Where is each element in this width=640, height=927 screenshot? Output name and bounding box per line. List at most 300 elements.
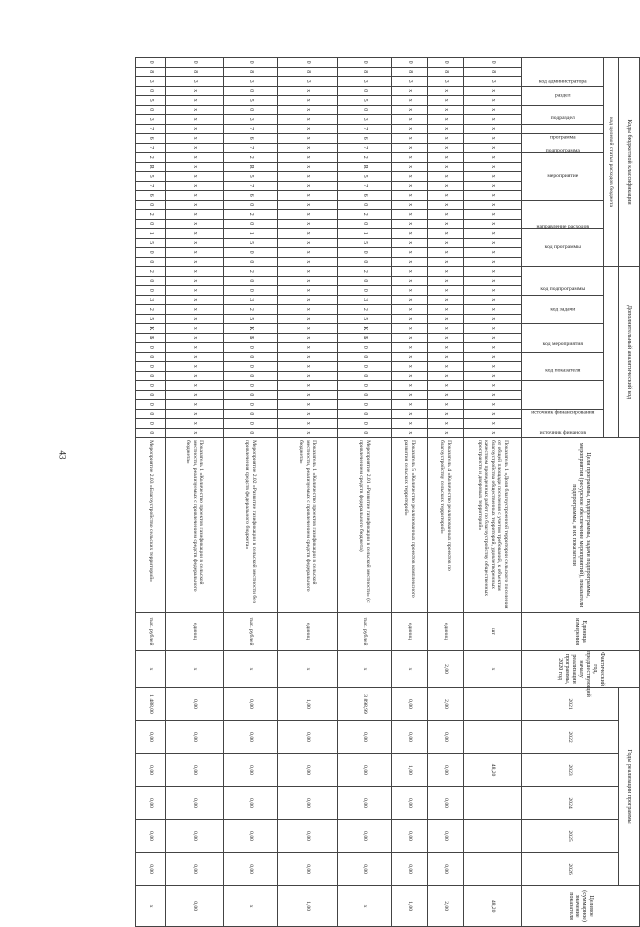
code-digit-cell: 5 (136, 172, 166, 182)
year-header-5: 2026 (522, 853, 619, 886)
code-digit-cell: x (464, 191, 522, 201)
code-digit-cell: x (278, 352, 338, 362)
code-digit-cell: x (428, 86, 464, 96)
code-digit-cell: x (392, 219, 428, 229)
code-digit-cell: x (278, 286, 338, 296)
code-digit-cell: x (428, 305, 464, 315)
code-column-header-7 (522, 229, 604, 267)
code-digit-cell: x (166, 343, 224, 353)
row-year-value-cell: 2,00 (428, 688, 464, 721)
code-digit-cell: x (392, 162, 428, 172)
row-year-value-cell: 0,00 (392, 820, 428, 853)
code-digit-cell: 5 (338, 96, 392, 106)
code-digit-cell: 0 (224, 390, 278, 400)
code-digit-cell: 0 (224, 343, 278, 353)
code-digit-cell: x (428, 191, 464, 201)
code-digit-cell: 0 (224, 409, 278, 419)
code-digit-cell: 0 (136, 428, 166, 438)
row-year-value-cell: 0,00 (224, 853, 278, 886)
target-column-header: Целевое (суммарное) значение показателя (522, 886, 640, 927)
table-row (392, 58, 428, 927)
code-digit-cell: x (166, 324, 224, 334)
code-digit-cell: x (278, 134, 338, 144)
code-digit-cell: x (464, 343, 522, 353)
code-column-label-8: код подпрограммы (540, 286, 585, 293)
code-digit-cell: x (392, 96, 428, 106)
code-digit-cell: 0 (338, 362, 392, 372)
code-digit-cell: 0 (224, 219, 278, 229)
code-digit-cell: x (392, 400, 428, 410)
code-digit-cell: x (166, 153, 224, 163)
code-digit-cell: 0 (136, 409, 166, 419)
code-digit-cell: К (224, 324, 278, 334)
row-year-value-cell: 3 898,99 (338, 688, 392, 721)
code-digit-cell: x (392, 191, 428, 201)
code-digit-cell: 8 (224, 67, 278, 77)
code-digit-cell: x (166, 124, 224, 134)
code-digit-cell: x (464, 333, 522, 343)
code-digit-cell: x (464, 124, 522, 134)
code-digit-cell: x (166, 210, 224, 220)
code-digit-cell: x (464, 267, 522, 277)
row-year-value-cell: 0,00 (136, 853, 166, 886)
code-digit-cell: x (278, 305, 338, 315)
code-digit-cell: 3 (428, 77, 464, 87)
code-digit-cell: x (464, 86, 522, 96)
row-year-value-cell: 0,00 (338, 820, 392, 853)
code-digit-cell: 0 (224, 58, 278, 68)
code-digit-cell: 0 (338, 86, 392, 96)
budget-classification-header: Коды бюджетной классификации (619, 58, 640, 267)
code-digit-cell: x (464, 381, 522, 391)
code-digit-cell: x (166, 229, 224, 239)
code-digit-cell: 5 (224, 172, 278, 182)
code-digit-cell: x (428, 162, 464, 172)
row-year-value-cell: 0,00 (136, 787, 166, 820)
code-column-header-1 (522, 86, 604, 105)
code-digit-cell: 2 (338, 267, 392, 277)
code-digit-cell: x (464, 352, 522, 362)
code-digit-cell: 6 (224, 191, 278, 201)
name-column-header: Цели программы, подпрограммы, задачи подпрограммы, мероприятия (ресурсное обеспечение мероприятий), показатели подпрограммы, и их показатели (522, 438, 640, 613)
code-digit-cell: 3 (392, 77, 428, 87)
code-digit-cell: x (392, 343, 428, 353)
row-actual-cell: х (392, 651, 428, 688)
code-digit-cell: x (278, 390, 338, 400)
row-year-value-cell: 0,00 (392, 853, 428, 886)
code-digit-cell: 2 (136, 267, 166, 277)
code-digit-cell: 2 (338, 305, 392, 315)
code-digit-cell: 7 (136, 181, 166, 191)
code-digit-cell: 8 (136, 67, 166, 77)
row-name-cell: Показатель 1 «Количество проектов газификации в сельской местности, реализуемых с привлечением средств федерального бюджета» (278, 438, 338, 613)
code-digit-cell: К (338, 324, 392, 334)
code-digit-cell: x (464, 153, 522, 163)
code-digit-cell: 0 (338, 371, 392, 381)
code-column-label-7: код программы (544, 244, 581, 251)
code-digit-cell: x (428, 428, 464, 438)
code-digit-cell: 7 (338, 181, 392, 191)
code-digit-cell: x (278, 143, 338, 153)
row-target-cell: 2,00 (428, 886, 464, 927)
code-digit-cell: 0 (338, 400, 392, 410)
years-header: Годы реализации программы (619, 688, 640, 886)
code-digit-cell: x (166, 86, 224, 96)
code-digit-cell: 5 (136, 238, 166, 248)
table-row (136, 58, 166, 927)
row-year-value-cell: 0,00 (338, 853, 392, 886)
row-unit-cell: единиц (392, 613, 428, 651)
code-digit-cell: x (428, 238, 464, 248)
code-digit-cell: 0 (136, 105, 166, 115)
code-digit-cell: 8 (464, 67, 522, 77)
code-digit-cell: x (278, 276, 338, 286)
code-digit-cell: x (464, 390, 522, 400)
program-table-sheet (80, 57, 640, 922)
code-digit-cell: x (278, 153, 338, 163)
code-digit-cell: 0 (224, 371, 278, 381)
code-digit-cell: 3 (136, 295, 166, 305)
row-year-value-cell: 0,00 (136, 721, 166, 754)
row-actual-cell: х (224, 651, 278, 688)
code-digit-cell: x (464, 200, 522, 210)
code-digit-cell: 0 (166, 58, 224, 68)
code-digit-cell: x (464, 115, 522, 125)
code-digit-cell: x (278, 229, 338, 239)
code-digit-cell: x (428, 362, 464, 372)
code-digit-cell: 0 (136, 86, 166, 96)
code-digit-cell: x (392, 172, 428, 182)
code-digit-cell: x (166, 333, 224, 343)
row-year-value-cell: 0,00 (166, 787, 224, 820)
table-row (338, 58, 392, 927)
code-digit-cell: x (428, 267, 464, 277)
code-digit-cell: 2 (224, 210, 278, 220)
code-digit-cell: 5 (136, 314, 166, 324)
code-digit-cell: x (392, 229, 428, 239)
code-column-label-0: код администратора (538, 78, 587, 85)
code-digit-cell: x (166, 200, 224, 210)
code-digit-cell: x (392, 352, 428, 362)
code-digit-cell: К (136, 324, 166, 334)
row-year-value-cell: 0,00 (166, 853, 224, 886)
row-target-cell: 0,00 (166, 886, 224, 927)
code-digit-cell: x (464, 409, 522, 419)
code-digit-cell: x (464, 419, 522, 429)
code-digit-cell: x (428, 295, 464, 305)
code-digit-cell: 7 (338, 124, 392, 134)
code-digit-cell: x (392, 381, 428, 391)
code-digit-cell: 0 (136, 419, 166, 429)
code-digit-cell: x (392, 257, 428, 267)
code-digit-cell: x (392, 428, 428, 438)
code-digit-cell: x (428, 314, 464, 324)
row-year-value-cell (464, 820, 522, 853)
row-year-value-cell: 0,00 (392, 787, 428, 820)
code-digit-cell: 3 (224, 295, 278, 305)
code-digit-cell: 6 (338, 191, 392, 201)
code-column-header-2 (522, 105, 604, 124)
row-actual-cell: х (278, 651, 338, 688)
unit-column-header: Единица измерения (522, 613, 640, 651)
code-digit-cell: 0 (136, 248, 166, 258)
code-digit-cell: x (428, 409, 464, 419)
code-digit-cell: 3 (166, 77, 224, 87)
code-digit-cell: 0 (136, 276, 166, 286)
row-year-value-cell (464, 688, 522, 721)
code-digit-cell: x (166, 96, 224, 106)
code-digit-cell: x (428, 181, 464, 191)
row-year-value-cell: 48,20 (464, 754, 522, 787)
code-digit-cell: 8 (428, 67, 464, 77)
code-digit-cell: 3 (464, 77, 522, 87)
row-year-value-cell: 0,00 (338, 787, 392, 820)
code-digit-cell: x (464, 219, 522, 229)
code-digit-cell: 0 (338, 428, 392, 438)
code-digit-cell: 0 (338, 219, 392, 229)
code-column-header-6 (522, 200, 604, 229)
row-year-value-cell: 0,00 (224, 721, 278, 754)
code-digit-cell: 3 (338, 115, 392, 125)
code-digit-cell: 0 (338, 343, 392, 353)
rotated-page (80, 57, 640, 922)
code-digit-cell: 0 (428, 58, 464, 68)
code-digit-cell: x (392, 200, 428, 210)
row-name-cell: Мероприятие 2.03 «Благоустройство сельских территорий» (136, 438, 166, 613)
row-actual-cell: х (166, 651, 224, 688)
row-year-value-cell: 0,00 (224, 688, 278, 721)
code-digit-cell: x (278, 96, 338, 106)
code-digit-cell: 0 (338, 419, 392, 429)
row-actual-cell: 2,00 (428, 651, 464, 688)
code-digit-cell: 7 (224, 181, 278, 191)
code-digit-cell: x (428, 400, 464, 410)
code-digit-cell: x (278, 400, 338, 410)
code-digit-cell: x (392, 295, 428, 305)
row-unit-cell: шт (464, 613, 522, 651)
code-digit-cell: x (464, 400, 522, 410)
code-digit-cell: x (166, 115, 224, 125)
code-digit-cell: 2 (224, 153, 278, 163)
expense-code-header: код целевой статьи расходов бюджета (604, 58, 619, 267)
code-digit-cell: 7 (338, 143, 392, 153)
year-header-4: 2025 (522, 820, 619, 853)
code-digit-cell: x (428, 105, 464, 115)
code-digit-cell: 7 (136, 124, 166, 134)
row-year-value-cell: 0,00 (278, 787, 338, 820)
code-digit-cell: x (392, 305, 428, 315)
code-digit-cell: x (464, 428, 522, 438)
code-digit-cell: x (166, 181, 224, 191)
code-digit-cell: 0 (224, 257, 278, 267)
row-unit-cell: тыс. рублей (224, 613, 278, 651)
row-year-value-cell (464, 853, 522, 886)
code-digit-cell: x (392, 115, 428, 125)
code-digit-cell: 0 (338, 352, 392, 362)
row-year-value-cell: 0,00 (428, 754, 464, 787)
code-digit-cell: x (392, 124, 428, 134)
code-digit-cell: 0 (136, 219, 166, 229)
row-name-cell: Мероприятие 2.01 «Развитие газификации в сельской местности» (с привлечением средств федерального бюджета) (338, 438, 392, 613)
code-digit-cell: x (278, 295, 338, 305)
row-year-value-cell: 0,00 (136, 820, 166, 853)
row-actual-cell: х (338, 651, 392, 688)
code-digit-cell: 8 (278, 67, 338, 77)
code-digit-cell: 3 (136, 115, 166, 125)
code-column-header-0 (522, 58, 604, 87)
row-year-value-cell: 0,00 (224, 787, 278, 820)
code-digit-cell: x (464, 286, 522, 296)
code-digit-cell: x (278, 248, 338, 258)
row-year-value-cell: 0,00 (166, 754, 224, 787)
code-digit-cell: x (392, 181, 428, 191)
code-digit-cell: x (166, 305, 224, 315)
code-digit-cell: R (224, 162, 278, 172)
code-digit-cell: x (464, 172, 522, 182)
row-year-value-cell: 0,00 (392, 721, 428, 754)
code-digit-cell: x (464, 324, 522, 334)
code-digit-cell: 0 (136, 58, 166, 68)
code-digit-cell: 0 (224, 248, 278, 258)
code-digit-cell: 0 (224, 362, 278, 372)
code-digit-cell: x (278, 200, 338, 210)
code-digit-cell: x (428, 200, 464, 210)
code-column-label-1: раздел (554, 92, 571, 99)
code-digit-cell: 5 (224, 314, 278, 324)
row-actual-cell: х (464, 651, 522, 688)
code-digit-cell: x (166, 238, 224, 248)
row-year-value-cell: 0,00 (338, 721, 392, 754)
code-digit-cell: x (428, 248, 464, 258)
code-digit-cell: R (338, 162, 392, 172)
code-column-header-9 (522, 295, 604, 324)
code-column-label-2: подраздел (550, 114, 575, 121)
code-digit-cell: 2 (224, 267, 278, 277)
code-digit-cell: x (166, 428, 224, 438)
code-digit-cell: x (428, 143, 464, 153)
code-digit-cell: 0 (338, 200, 392, 210)
code-digit-cell: 0 (338, 105, 392, 115)
code-digit-cell: 3 (338, 295, 392, 305)
code-digit-cell: 0 (136, 362, 166, 372)
code-digit-cell: x (428, 390, 464, 400)
code-digit-cell: x (464, 105, 522, 115)
row-year-value-cell: 0,00 (428, 721, 464, 754)
code-digit-cell: x (464, 238, 522, 248)
code-digit-cell: 5 (338, 172, 392, 182)
code-digit-cell: x (278, 162, 338, 172)
code-digit-cell: x (464, 257, 522, 267)
code-digit-cell: 2 (136, 305, 166, 315)
code-digit-cell: x (464, 229, 522, 239)
row-year-value-cell: 0,00 (136, 754, 166, 787)
code-digit-cell: x (392, 390, 428, 400)
table-row (428, 58, 464, 927)
code-digit-cell: 0 (136, 352, 166, 362)
code-digit-cell: x (166, 314, 224, 324)
row-year-value-cell: 0,00 (278, 853, 338, 886)
code-digit-cell: x (428, 381, 464, 391)
code-digit-cell: 0 (224, 200, 278, 210)
code-digit-cell: x (392, 362, 428, 372)
code-column-header-8 (522, 267, 604, 296)
code-digit-cell: 3 (224, 115, 278, 125)
code-digit-cell: x (428, 343, 464, 353)
code-digit-cell: x (464, 181, 522, 191)
code-digit-cell: 3 (338, 77, 392, 87)
row-year-value-cell: 1 488,00 (136, 688, 166, 721)
code-digit-cell: 0 (224, 381, 278, 391)
code-digit-cell: x (166, 162, 224, 172)
code-digit-cell: 0 (278, 58, 338, 68)
year-header-3: 2024 (522, 787, 619, 820)
code-digit-cell: 8 (338, 67, 392, 77)
code-digit-cell: R (136, 162, 166, 172)
code-digit-cell: 0 (338, 409, 392, 419)
code-digit-cell: 7 (224, 143, 278, 153)
code-column-header-3 (522, 124, 604, 141)
code-digit-cell: x (464, 162, 522, 172)
code-digit-cell: 6 (136, 134, 166, 144)
code-digit-cell: x (166, 172, 224, 182)
table-row (464, 58, 522, 927)
row-year-value-cell: 0,00 (224, 754, 278, 787)
code-digit-cell: x (278, 219, 338, 229)
code-digit-cell: x (166, 409, 224, 419)
row-name-cell: Показатель 5 «Количество реализованных проектов комплексного развития сельских территорий» (392, 438, 428, 613)
code-digit-cell: x (392, 314, 428, 324)
code-digit-cell: 7 (136, 143, 166, 153)
code-digit-cell: x (166, 362, 224, 372)
code-column-label-13: источник финансов (539, 429, 586, 436)
row-unit-cell: единиц (278, 613, 338, 651)
code-digit-cell: x (392, 210, 428, 220)
table-row (166, 58, 224, 927)
code-digit-cell: x (278, 181, 338, 191)
code-digit-cell: x (166, 105, 224, 115)
code-digit-cell: x (392, 105, 428, 115)
code-digit-cell: 0 (464, 58, 522, 68)
code-digit-cell: x (166, 381, 224, 391)
code-digit-cell: 0 (136, 390, 166, 400)
row-name-cell: Показатель 1 «Количество проектов газификации в сельской местности, реализуемых с привлечением средств федерального бюджета» (166, 438, 224, 613)
code-digit-cell: 0 (224, 105, 278, 115)
row-unit-cell: единиц (428, 613, 464, 651)
row-year-value-cell: 0,00 (166, 721, 224, 754)
row-year-value-cell: 0,00 (166, 820, 224, 853)
code-column-header-11 (522, 352, 604, 381)
code-digit-cell: x (166, 352, 224, 362)
code-digit-cell: x (166, 143, 224, 153)
row-target-cell: х (136, 886, 166, 927)
code-digit-cell: x (464, 371, 522, 381)
additional-code-header: Дополнительный аналитический код (619, 267, 640, 438)
code-digit-cell: 0 (338, 248, 392, 258)
row-name-cell: Мероприятие 2.02 «Развитие газификации в сельской местности без привлечения средств федерального бюджета» (224, 438, 278, 613)
row-year-value-cell: 0,00 (392, 688, 428, 721)
code-digit-cell: x (428, 333, 464, 343)
code-digit-cell: 0 (338, 390, 392, 400)
code-digit-cell: x (166, 419, 224, 429)
code-digit-cell: 3 (224, 77, 278, 87)
code-digit-cell: x (428, 286, 464, 296)
code-digit-cell: 0 (338, 381, 392, 391)
code-digit-cell: x (278, 172, 338, 182)
row-year-value-cell: 1,00 (278, 688, 338, 721)
code-digit-cell: 0 (338, 276, 392, 286)
code-digit-cell: 6 (136, 191, 166, 201)
code-digit-cell: x (428, 219, 464, 229)
